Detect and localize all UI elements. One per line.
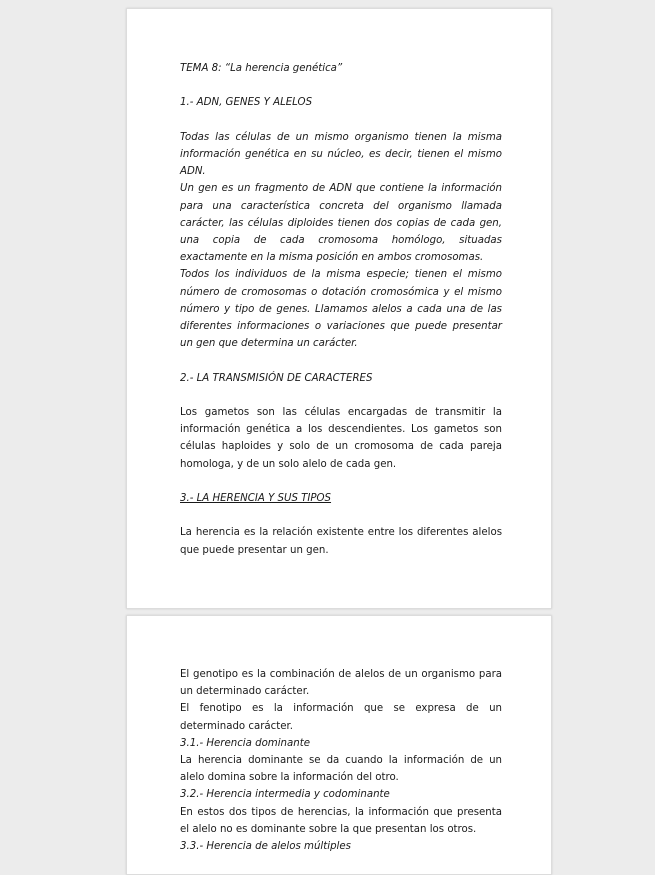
document-title: TEMA 8: “La herencia genética” <box>180 63 343 74</box>
document-page-1 <box>126 8 552 609</box>
subsection-3-3-heading: 3.3.- Herencia de alelos múltiples <box>180 841 351 853</box>
fenotipo-paragraph: El fenotipo es la información que se expresa de un determinado carácter. <box>180 703 502 732</box>
page-2-content <box>180 666 502 855</box>
section-1-paragraph: Un gen es un fragmento de ADN que contiene la información para una característica concreta del organismo llamada carácter, las células diploides tienen dos copias de cada gen, una copia de cada cromosoma homólogo, situadas exactamente en la misma posición en ambos cromosomas. <box>180 183 502 264</box>
section-3-heading: 3.- LA HERENCIA Y SUS TIPOS <box>180 493 332 504</box>
section-2-paragraph: Los gametos son las células encargadas de transmitir la información genética a los descendientes. Los gametos son células haploides y solo de un cromosoma de cada pareja homologa, y de un solo alelo de cada gen. <box>180 407 502 470</box>
subsection-3-1-text: La herencia dominante se da cuando la información de un alelo domina sobre la información del otro. <box>180 755 502 784</box>
section-1-paragraph: Todas las células de un mismo organismo tienen la misma información genética en su núcleo, es decir, tienen el mismo ADN. <box>180 131 502 178</box>
section-1-paragraph: Todos los individuos de la misma especie; tienen el mismo número de cromosomas o dotación cromosómica y el mismo número y tipo de genes. Llamamos alelos a cada una de las diferentes informaciones o variaciones que puede presentar un gen que determina un carácter. <box>180 269 502 350</box>
subsection-3-1-heading: 3.1.- Herencia dominante <box>180 737 310 749</box>
section-1-heading: 1.- ADN, GENES Y ALELOS <box>180 97 313 109</box>
document-page-2 <box>126 615 552 875</box>
genotipo-paragraph: El genotipo es la combinación de alelos de un organismo para un determinado carácter. <box>180 669 502 698</box>
section-2-heading: 2.- LA TRANSMISIÓN DE CARACTERES <box>180 372 373 384</box>
subsection-3-2-text: En estos dos tipos de herencias, la información que presenta el alelo no es dominante sobre la que presentan los otros. <box>180 806 502 835</box>
page-1-content <box>180 60 502 559</box>
subsection-3-2-heading: 3.2.- Herencia intermedia y codominante <box>180 789 390 801</box>
section-3-paragraph: La herencia es la relación existente entre los diferentes alelos que puede presentar un gen. <box>180 527 502 556</box>
